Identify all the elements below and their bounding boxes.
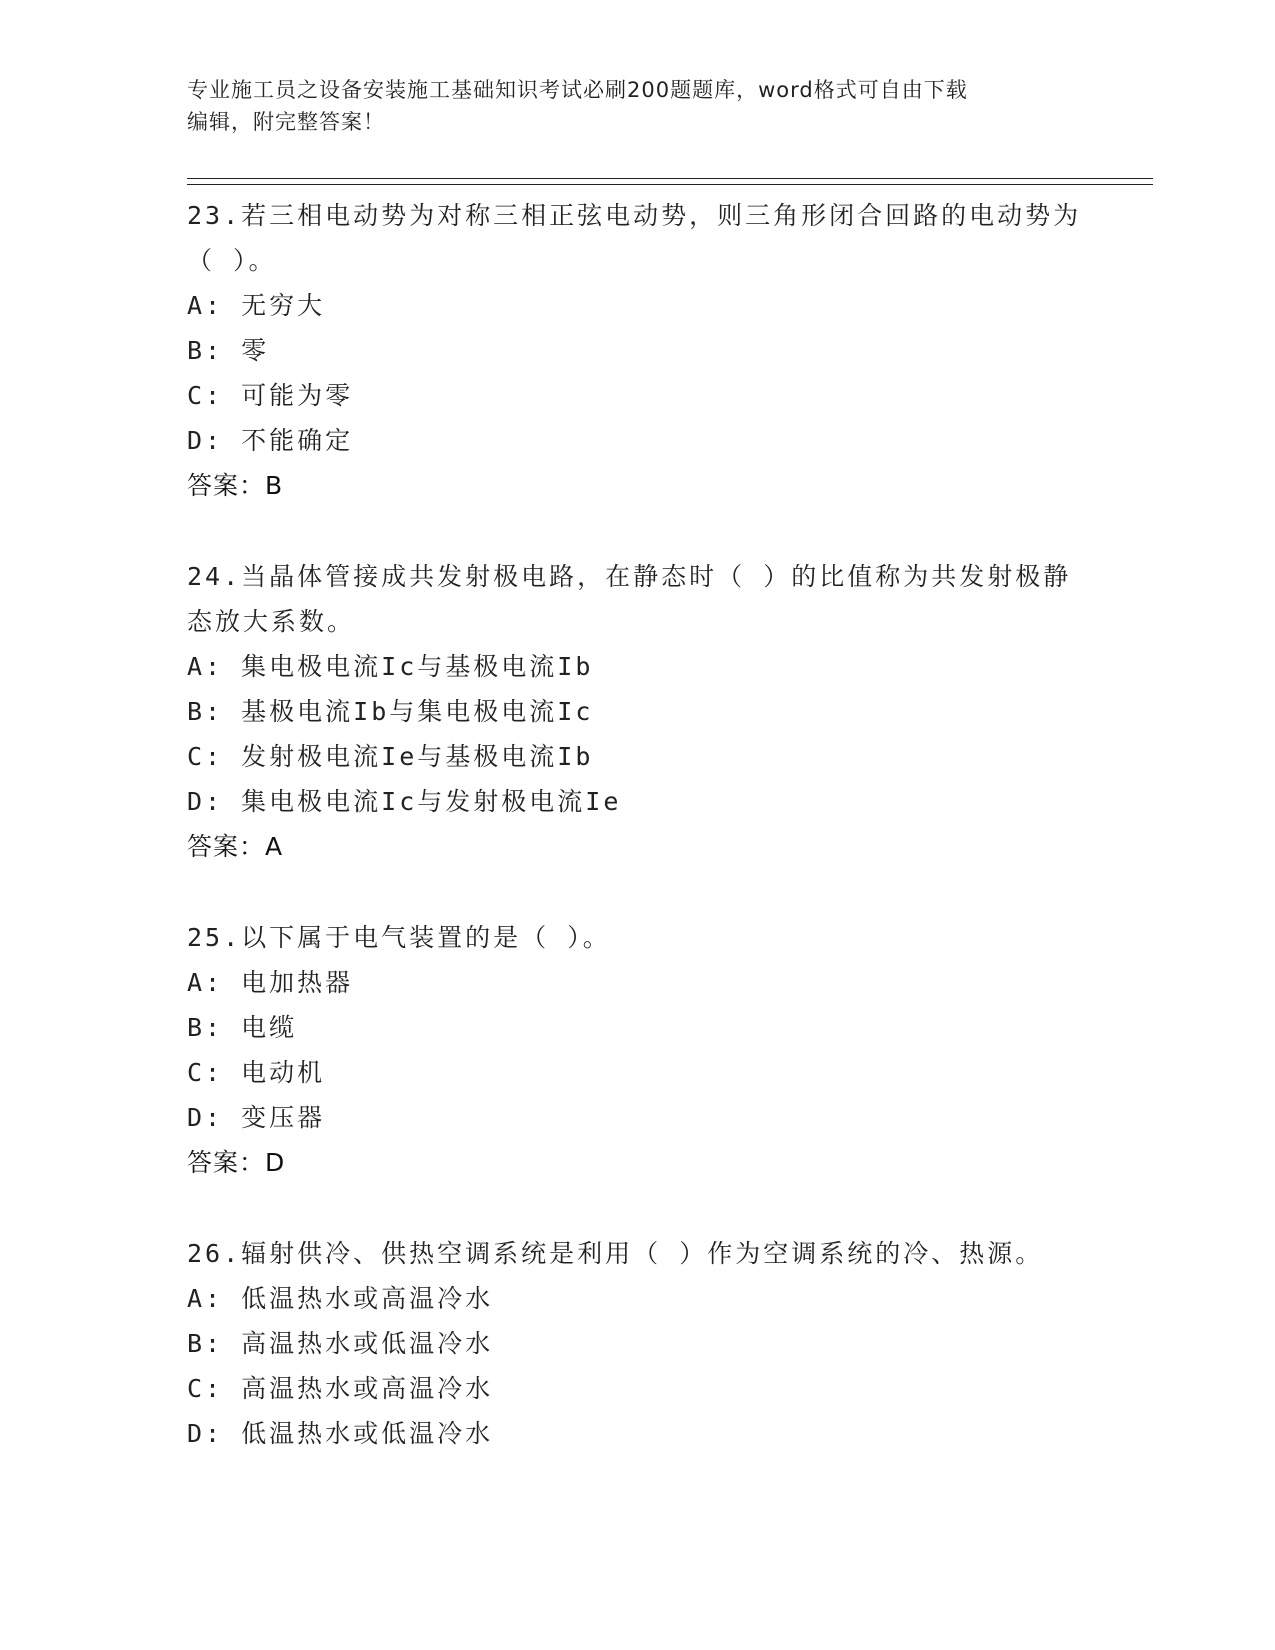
question-number: 25. <box>187 923 242 952</box>
option-a <box>187 960 1147 1005</box>
option-label: D: <box>187 1103 224 1132</box>
option-text: 零 <box>241 336 270 365</box>
option-text: 集电极电流Ic与发射极电流Ie <box>241 787 622 816</box>
header-line-2: 编辑，附完整答案！ <box>187 110 385 134</box>
question-number: 24. <box>187 562 242 591</box>
question-number: 26. <box>187 1239 242 1268</box>
option-c <box>187 373 1147 418</box>
option-d <box>187 418 1147 463</box>
option-label: D: <box>187 426 224 455</box>
question-text <box>187 193 1087 283</box>
answer <box>187 1140 1147 1185</box>
option-text: 无穷大 <box>241 291 326 320</box>
question-text <box>187 554 1087 644</box>
answer <box>187 824 1147 869</box>
option-text: 发射极电流Ie与基极电流Ib <box>241 742 594 771</box>
option-b <box>187 328 1147 373</box>
option-label: B: <box>187 336 224 365</box>
question-24 <box>187 554 1147 869</box>
option-label: A: <box>187 291 224 320</box>
answer <box>187 463 1147 508</box>
option-label: B: <box>187 1013 224 1042</box>
option-label: C: <box>187 1058 224 1087</box>
question-25 <box>187 915 1147 1185</box>
answer-label: 答案： <box>187 1148 266 1177</box>
option-d <box>187 1411 1147 1456</box>
document-header <box>187 74 1067 138</box>
option-text: 低温热水或高温冷水 <box>241 1284 494 1313</box>
option-label: D: <box>187 787 224 816</box>
header-rule-top <box>187 178 1153 179</box>
option-text: 电缆 <box>241 1013 298 1042</box>
option-text: 高温热水或高温冷水 <box>241 1374 494 1403</box>
question-stem: 辐射供冷、供热空调系统是利用（ ）作为空调系统的冷、热源。 <box>241 1239 1044 1268</box>
option-label: C: <box>187 742 224 771</box>
header-line-1: 专业施工员之设备安装施工基础知识考试必刷200题题库，word格式可自由下载 <box>187 78 968 102</box>
option-text: 基极电流Ib与集电极电流Ic <box>241 697 594 726</box>
option-b <box>187 1321 1147 1366</box>
option-text: 可能为零 <box>241 381 354 410</box>
answer-value: A <box>265 832 284 861</box>
question-23 <box>187 193 1147 508</box>
option-d <box>187 779 1147 824</box>
option-label: C: <box>187 1374 224 1403</box>
option-text: 变压器 <box>241 1103 326 1132</box>
option-b <box>187 1005 1147 1050</box>
option-label: B: <box>187 1329 224 1358</box>
header-rule-bottom <box>187 184 1153 185</box>
option-a <box>187 1276 1147 1321</box>
question-26 <box>187 1231 1147 1456</box>
option-label: A: <box>187 968 224 997</box>
question-number: 23. <box>187 201 242 230</box>
option-text: 高温热水或低温冷水 <box>241 1329 494 1358</box>
question-list <box>187 193 1147 1502</box>
option-label: D: <box>187 1419 224 1448</box>
option-label: A: <box>187 652 224 681</box>
option-c <box>187 734 1147 779</box>
question-text <box>187 1231 1087 1276</box>
option-a <box>187 644 1147 689</box>
question-text <box>187 915 1087 960</box>
question-stem: 若三相电动势为对称三相正弦电动势，则三角形闭合回路的电动势为（ ）。 <box>187 201 1082 275</box>
answer-label: 答案： <box>187 471 266 500</box>
option-b <box>187 689 1147 734</box>
answer-label: 答案： <box>187 832 266 861</box>
option-a <box>187 283 1147 328</box>
question-stem: 当晶体管接成共发射极电路，在静态时（ ）的比值称为共发射极静态放大系数。 <box>187 562 1072 636</box>
answer-value: B <box>265 471 284 500</box>
answer-value: D <box>265 1148 286 1177</box>
option-text: 电加热器 <box>241 968 354 997</box>
option-label: C: <box>187 381 224 410</box>
option-text: 低温热水或低温冷水 <box>241 1419 494 1448</box>
option-c <box>187 1366 1147 1411</box>
option-label: B: <box>187 697 224 726</box>
option-d <box>187 1095 1147 1140</box>
question-stem: 以下属于电气装置的是（ ）。 <box>241 923 611 952</box>
option-text: 不能确定 <box>241 426 354 455</box>
option-text: 集电极电流Ic与基极电流Ib <box>241 652 594 681</box>
option-text: 电动机 <box>241 1058 326 1087</box>
option-label: A: <box>187 1284 224 1313</box>
option-c <box>187 1050 1147 1095</box>
